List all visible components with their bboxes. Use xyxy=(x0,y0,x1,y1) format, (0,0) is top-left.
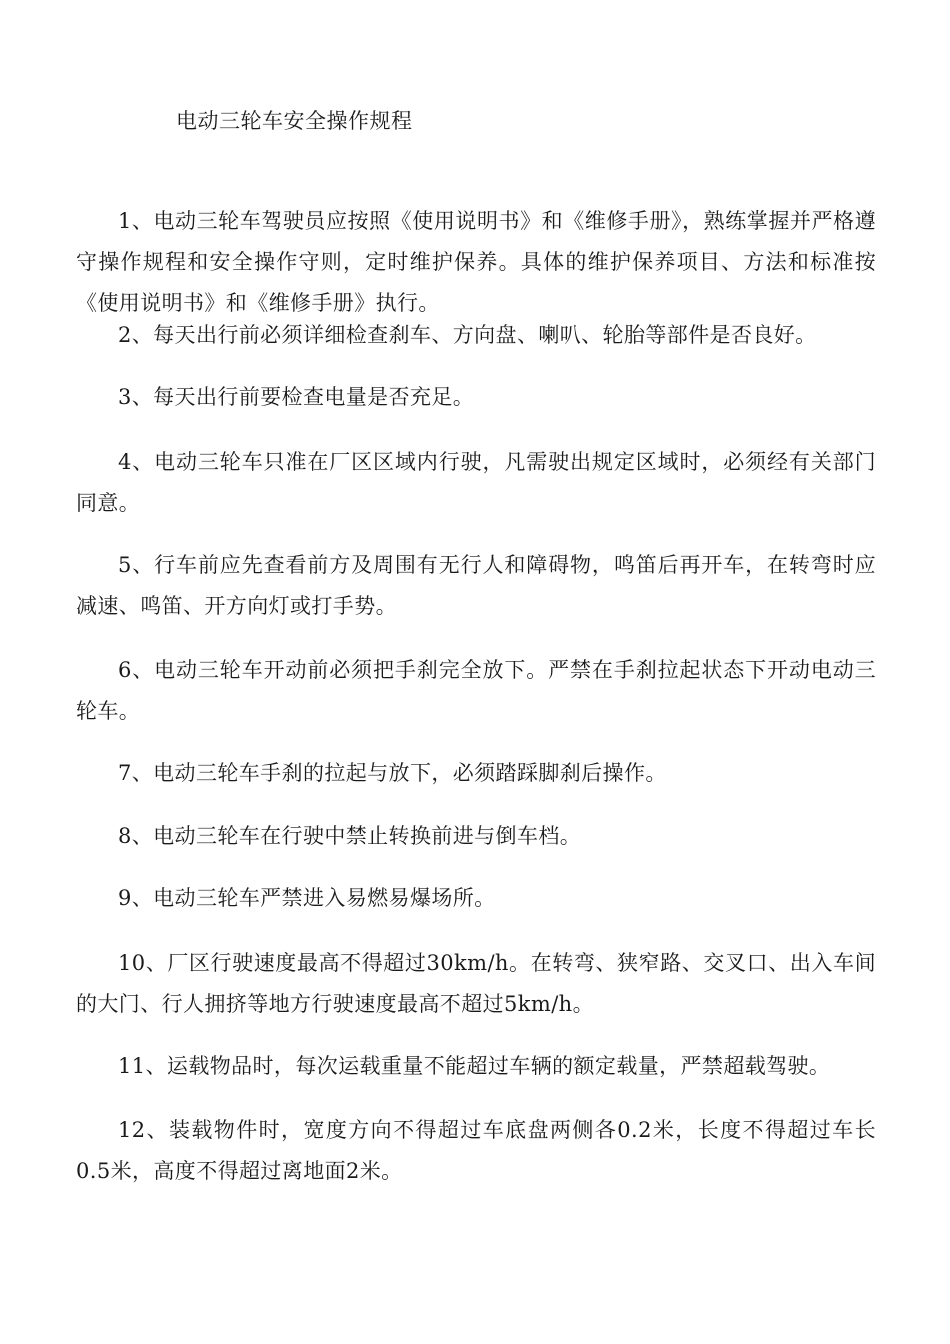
rule-item-2: 2、每天出行前必须详细检查刹车、方向盘、喇叭、轮胎等部件是否良好。 xyxy=(118,323,817,347)
rule-item-8: 8、电动三轮车在行驶中禁止转换前进与倒车档。 xyxy=(118,824,582,848)
rule-item-1: 1、电动三轮车驾驶员应按照《使用说明书》和《维修手册》，熟练掌握并严格遵守操作规程和安全操作守则，定时维护保养。具体的维护保养项目、方法和标准按《使用说明书》和《维修手册》执行。 xyxy=(76,209,876,315)
rule-item-4: 4、电动三轮车只准在厂区区域内行驶，凡需驶出规定区域时，必须经有关部门同意。 xyxy=(76,450,876,515)
rule-item-3: 3、每天出行前要检查电量是否充足。 xyxy=(118,385,475,409)
document-title: 电动三轮车安全操作规程 xyxy=(176,109,413,133)
rule-item-10: 10、厂区行驶速度最高不得超过30km/h。在转弯、狭窄路、交叉口、出入车间的大门、行人拥挤等地方行驶速度最高不超过5km/h。 xyxy=(76,951,876,1016)
rule-item-9: 9、电动三轮车严禁进入易燃易爆场所。 xyxy=(118,886,496,910)
rule-item-7: 7、电动三轮车手刹的拉起与放下，必须踏踩脚刹后操作。 xyxy=(118,761,667,785)
rule-item-12: 12、装载物件时，宽度方向不得超过车底盘两侧各0.2米，长度不得超过车长0.5米，高度不得超过离地面2米。 xyxy=(76,1118,876,1183)
rule-item-6: 6、电动三轮车开动前必须把手刹完全放下。严禁在手刹拉起状态下开动电动三轮车。 xyxy=(76,658,876,723)
rule-item-5: 5、行车前应先查看前方及周围有无行人和障碍物，鸣笛后再开车，在转弯时应减速、鸣笛、开方向灯或打手势。 xyxy=(76,553,876,618)
rule-item-11: 11、运载物品时，每次运载重量不能超过车辆的额定载量，严禁超载驾驶。 xyxy=(118,1054,831,1078)
